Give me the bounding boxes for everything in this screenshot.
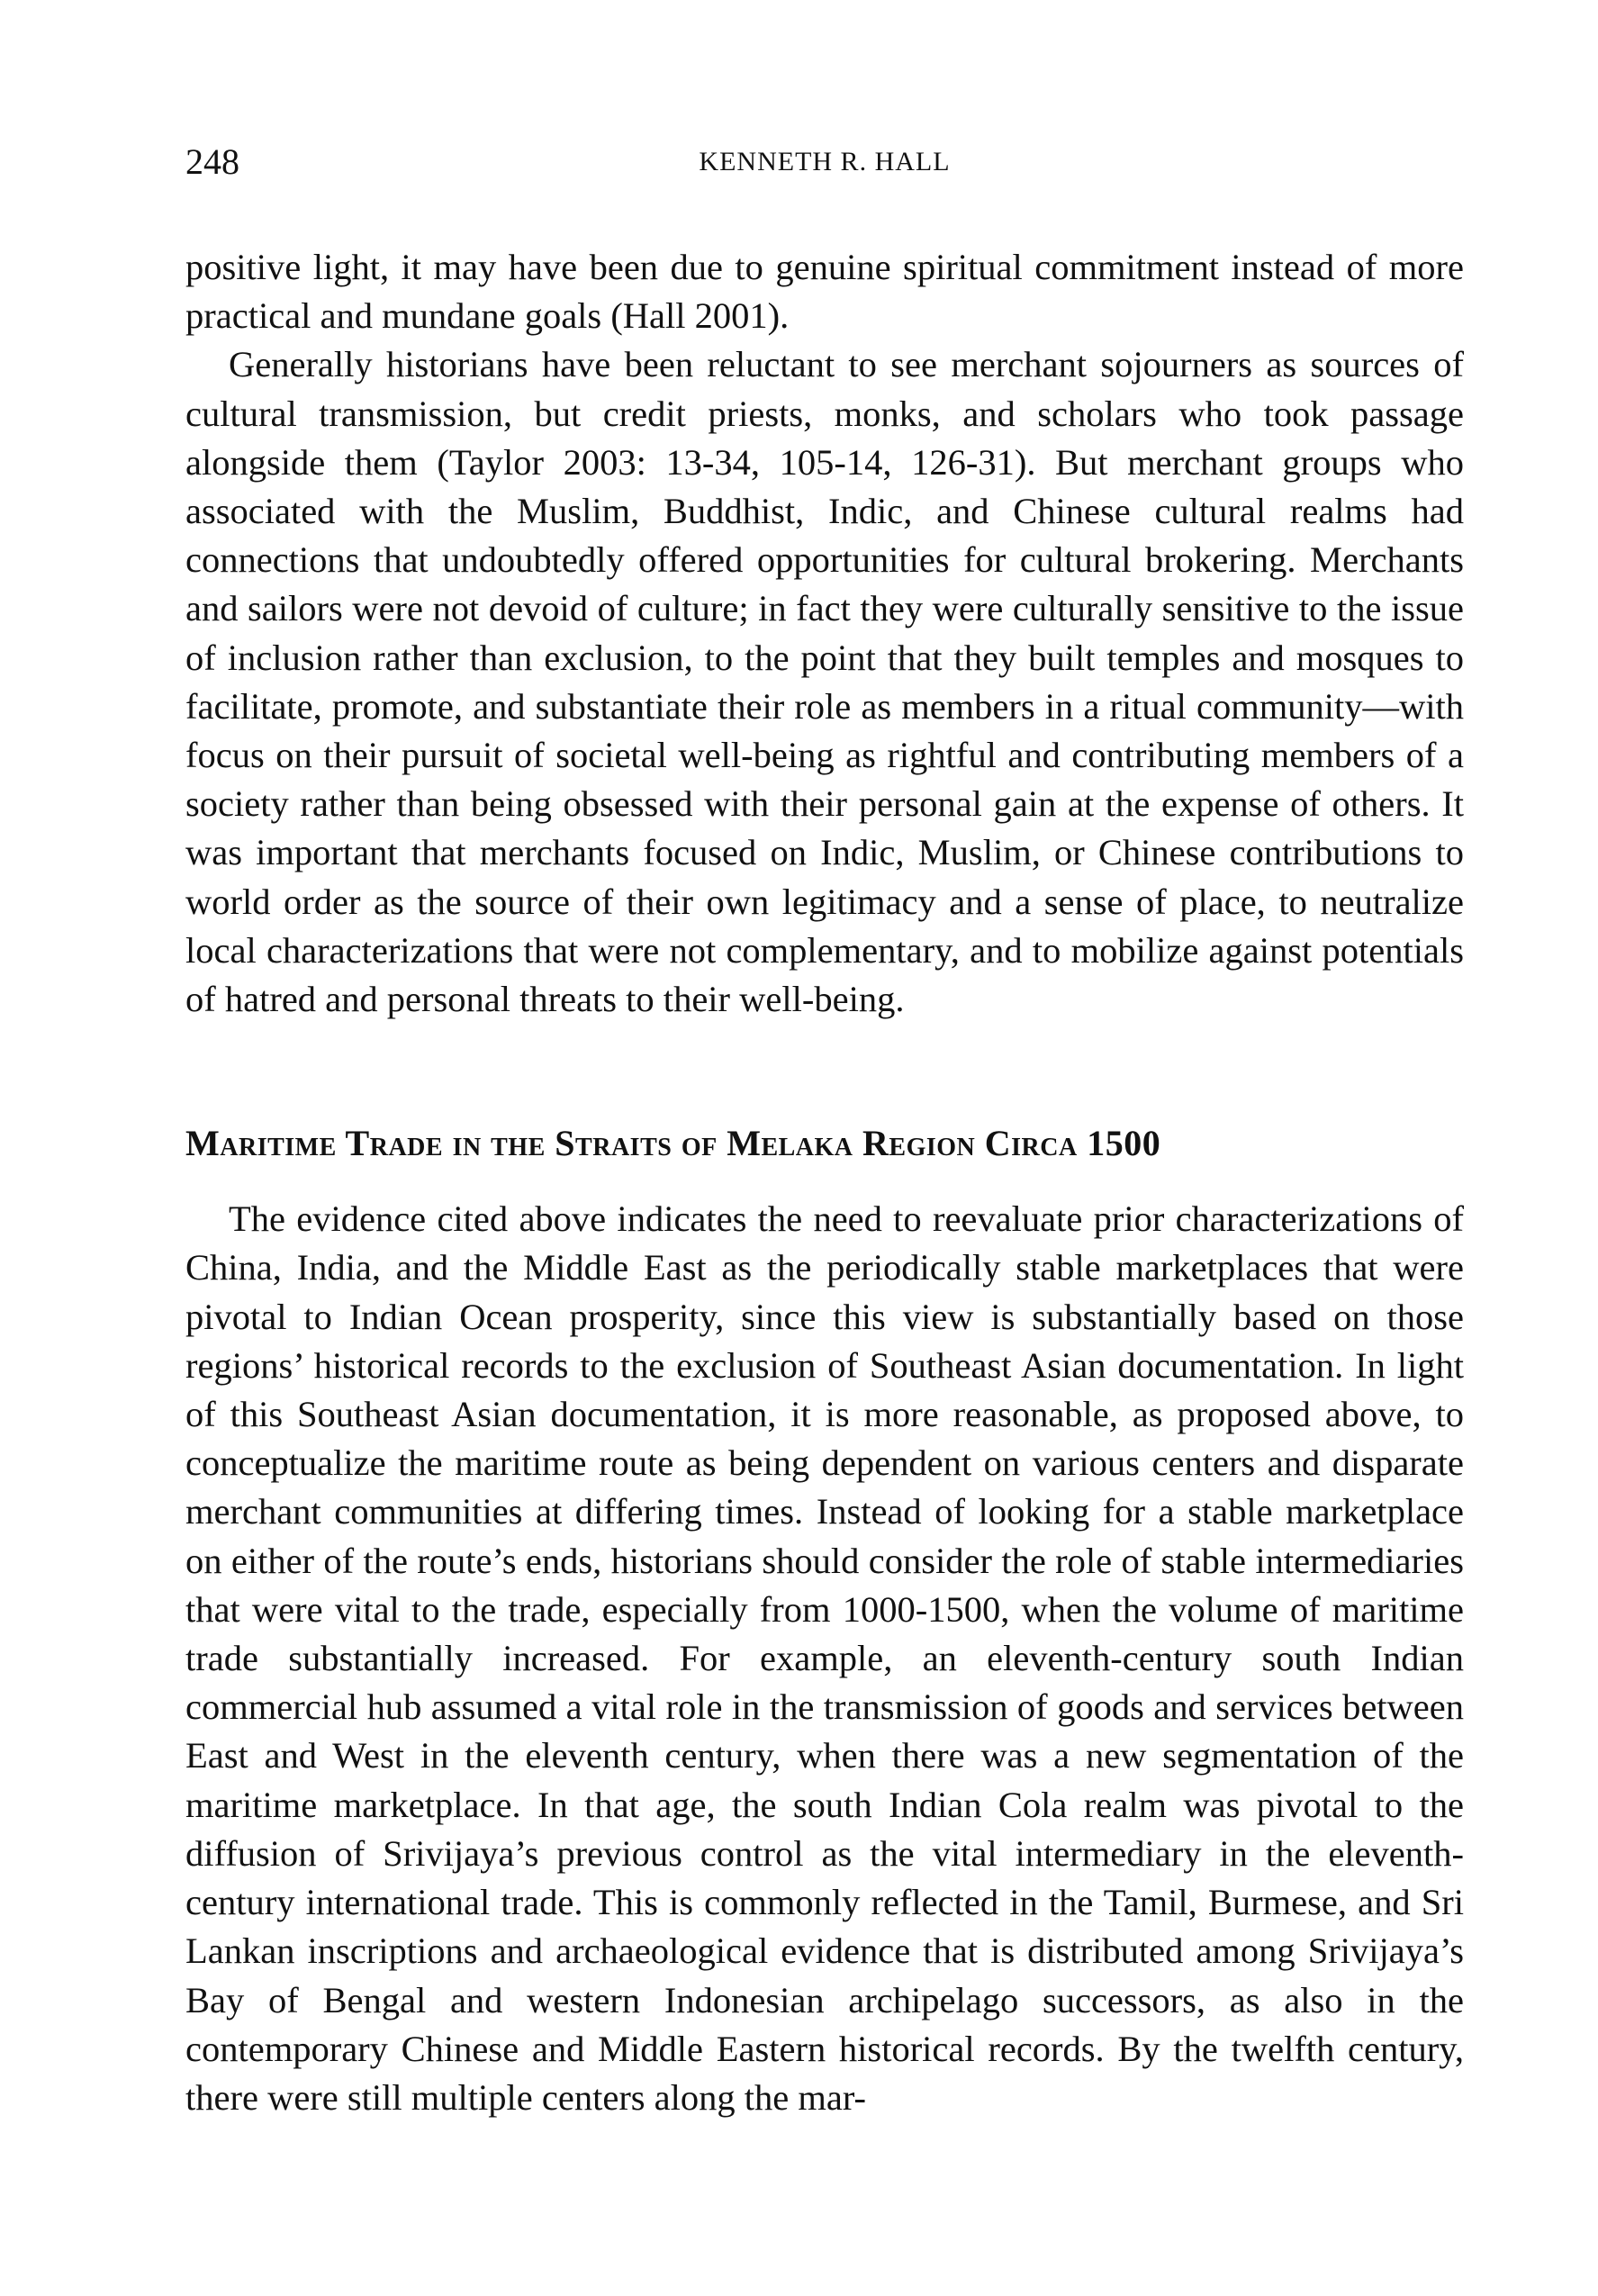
paragraph-maritime-trade: The evidence cited above indicates the need to reevaluate prior characterizations of China, India, and the Middle East as the periodically stable marketplaces that were pivotal to Indian Ocean prosperity, since this view is substantially based on those regions’ historical records to the exclusion of Southeast Asian documentation. In light of this Southeast Asian documentation, it is more reasonable, as proposed above, to conceptualize the maritime route as being dependent on various centers and disparate merchant communities at differing times. Instead of looking for a stable marketplace on either of the route’s ends, historians should consider the role of stable intermediaries that were vital to the trade, especially from 1000-1500, when the volume of maritime trade substantially increased. For example, an eleventh-century south Indian commercial hub assumed a vital role in the transmission of goods and services between East and West in the eleventh century, when there was a new segmentation of the maritime marketplace. In that age, the south Indian Cola realm was pivotal to the diffusion of Srivijaya’s previous control as the vital intermediary in the eleventh-century international trade. This is commonly reflected in the Tamil, Burmese, and Sri Lankan inscriptions and archaeological evidence that is distributed among Srivijaya’s Bay of Bengal and western Indonesian archipelago successors, as also in the contemporary Chinese and Middle Eastern historical records. By the twelfth century, there were still multiple centers along the mar- — [185, 1198, 1464, 2118]
running-header — [185, 135, 1464, 189]
section-heading: Maritime Trade in the Straits of Melaka Region Circa 1500 — [185, 1123, 1161, 1164]
paragraph-merchant-sojourners: Generally historians have been reluctant to see merchant sojourners as sources of cultural transmission, but credit priests, monks, and scholars who took passage alongside them (Taylor 2003: 13-34, 105-14, 126-31). But merchant groups who associated with the Muslim, Buddhist, Indic, and Chinese cultural realms had connections that undoubtedly offered opportunities for cultural brokering. Merchants and sailors were not devoid of culture; in fact they were culturally sensitive to the issue of inclusion rather than exclusion, to the point that they built temples and mosques to facilitate, promote, and substantiate their role as members in a ritual community—with focus on their pursuit of societal well-being as rightful and contributing members of a society rather than being obsessed with their personal gain at the expense of others. It was important that merchants focused on Indic, Muslim, or Chinese contributions to world order as the source of their own legitimacy and a sense of place, to neutralize local characterizations that were not complementary, and to mobilize against potentials of hatred and personal threats to their well-being. — [185, 344, 1464, 1020]
running-title: KENNETH R. HALL — [699, 147, 951, 176]
body-text — [185, 243, 1464, 2122]
page-number: 248 — [185, 141, 239, 182]
paragraph-continued: positive light, it may have been due to genuine spiritual commitment instead of more practical and mundane goals (Hall 2001). — [185, 247, 1464, 337]
